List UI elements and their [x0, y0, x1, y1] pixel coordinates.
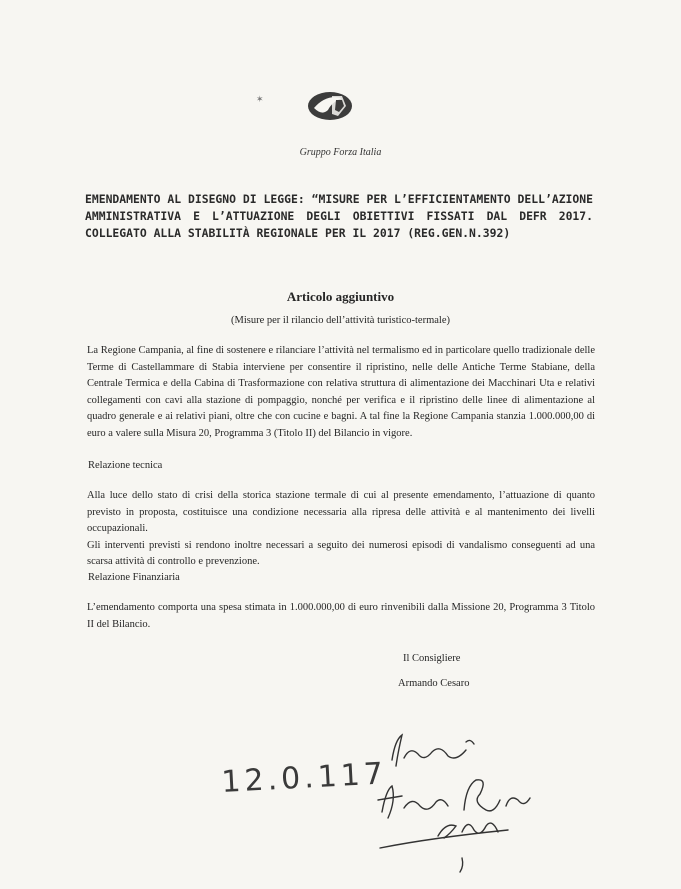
- article-subtitle: (Misure per il rilancio dell’attività turistico-termale): [231, 315, 450, 326]
- technical-report-paragraph-2: Gli interventi previsti si rendono inoltre necessari a seguito dei numerosi episodi di vandalismo conseguenti ad una scarsa attività di controllo e prevenzione.: [87, 539, 595, 567]
- body-paragraph: La Regione Campania, al fine di sostenere e rilanciare l’attività nel termalismo ed in particolare quello tradizionale delle Terme di Castellammare di Stabia interviene per consentire il ripristino, nelle delle Antiche Terme Stabiane, della Centrale Termica e della Cabina di Trasformazione con relativa struttura di alimentazione dei Macchinari Uta e relativi collegamenti con cavi alla stazione di pompaggio, nonché per verifica e il ripristino delle linee di alimentazione al quadro generale e ai relativi piani, oltre che con cucine e bagni. A tal fine la Regione Campania stanzia 1.000.000,00 di euro a valere sulla Misura 20, Programma 3 (Titolo II) del Bilancio in vigore.: [87, 345, 595, 439]
- signatory-role: Il Consigliere: [403, 653, 461, 664]
- signatory-name: Armando Cesaro: [398, 678, 470, 689]
- financial-report-label: Relazione Finanziaria: [88, 572, 180, 583]
- stray-mark: ✶: [256, 94, 264, 104]
- group-name: Gruppo Forza Italia: [299, 147, 382, 158]
- financial-report-text: L’emendamento comporta una spesa stimata in 1.000.000,00 di euro rinvenibili dalla Missione 20, Programma 3 Titolo II del Bilancio.: [87, 602, 595, 630]
- article-title: Articolo aggiuntivo: [286, 289, 395, 304]
- amendment-heading: EMENDAMENTO AL DISEGNO DI LEGGE: “MISURE PER L’EFFICIENTAMENTO DELL’AZIONE AMMINISTRATIVA E L’ATTUAZIONE DEGLI OBIETTIVI FISSATI DAL DEFR 2017. COLLEGATO ALLA STABILITÀ REGIONALE PER IL 2017 (REG.GEN.N.392): [85, 192, 593, 240]
- technical-report-label: Relazione tecnica: [88, 460, 163, 471]
- technical-report-paragraph-1: Alla luce dello stato di crisi della storica stazione termale di cui al presente emendamento, l’attuazione di quanto previsto in proposta, costituisce una condizione necessaria alla ripresa delle attività e al mantenimento dei livelli occupazionali.: [87, 490, 595, 534]
- signature-scribbles: [378, 735, 530, 872]
- handwritten-date: 12.0.117: [220, 756, 388, 800]
